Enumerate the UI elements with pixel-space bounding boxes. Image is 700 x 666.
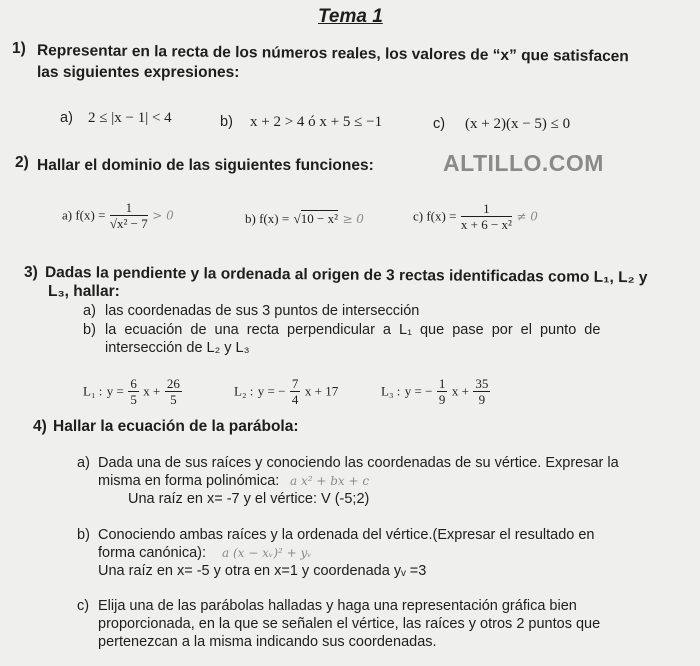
q2b-handwritten-note: ≥ 0: [342, 212, 364, 226]
l3-slope-num: 1: [438, 376, 446, 391]
q3-text-line2: L₃, hallar:: [48, 283, 120, 300]
q1-number: 1): [12, 40, 26, 57]
line-L2-equation: [234, 376, 338, 407]
q4b-line2: forma canónica):: [98, 545, 206, 561]
q4c-label: c): [77, 598, 90, 614]
q2a-fraction: [110, 200, 148, 231]
q1a-expression: 2 ≤ |x − 1| < 4: [88, 110, 172, 126]
l1-intercept-den: 5: [170, 392, 177, 407]
l3-intercept-fraction: [473, 376, 490, 407]
q2c-numerator: 1: [461, 201, 512, 217]
q2c-denominator: x + 6 − x²: [460, 217, 512, 232]
sqrt-symbol: √: [293, 211, 301, 226]
l2-slope-num: 7: [291, 376, 299, 391]
q2c-prefix: c) f(x) =: [413, 208, 457, 224]
q1a-label: a): [60, 110, 73, 126]
l1-label: L₁ :: [83, 383, 103, 399]
l1-mid: x +: [143, 383, 161, 399]
q3b-label: b): [83, 322, 96, 338]
sqrt-symbol: √: [109, 216, 118, 231]
q4b-label: b): [77, 527, 90, 543]
l3-slope-fraction: [437, 376, 448, 407]
q4a-line1: Dada una de sus raíces y conociendo las coordenadas de su vértice. Expresar la: [98, 455, 619, 471]
q2c-function: [413, 201, 538, 232]
l1-slope-num: 6: [130, 376, 137, 391]
q1b-label: b): [220, 114, 233, 130]
line-L1-equation: [83, 376, 182, 407]
q3-text-line1: Dadas la pendiente y la ordenada al origen de 3 rectas identificadas como L₁, L₂ y: [44, 264, 648, 287]
q3b-line2: intersección de L₂ y L₃: [105, 340, 250, 356]
q4a-label: a): [77, 455, 90, 471]
l2-mid: x + 17: [304, 383, 339, 399]
q2b-function: [245, 210, 364, 228]
q4b-handwritten-note: a (x − xᵥ)² + yᵥ: [222, 546, 312, 560]
q4-number: 4): [33, 418, 47, 435]
q1b-expression: x + 2 > 4 ó x + 5 ≤ −1: [250, 114, 383, 130]
q1-text-line2: las siguientes expresiones:: [37, 64, 240, 81]
q2a-function: [62, 200, 174, 231]
q1c-expression: (x + 2)(x − 5) ≤ 0: [465, 116, 571, 132]
q1-text-line1: Representar en la recta de los números reales, los valores de “x” que satisfacen: [36, 42, 629, 66]
q4b-line1: Conociendo ambas raíces y la ordenada del vértice.(Expresar el resultado en: [98, 527, 595, 543]
line-L3-equation: [381, 376, 490, 407]
q4c-line2: proporcionada, en la que se señalen el vértice, las raíces y otros 2 puntos que: [98, 616, 601, 632]
q4c-line1: Elija una de las parábolas halladas y haga una representación gráfica bien: [98, 598, 577, 614]
l1-slope-den: 5: [130, 392, 137, 407]
q2a-denominator: [110, 216, 148, 231]
l3-intercept-den: 9: [478, 392, 486, 407]
q2b-prefix: b) f(x) =: [245, 211, 290, 226]
q2b-radicand: 10 − x²: [300, 211, 338, 226]
q4b-line3: Una raíz en x= -5 y otra en x=1 y coordenada yᵥ =3: [98, 563, 427, 579]
l2-prefix: y = −: [257, 383, 286, 399]
watermark: ALTILLO.COM: [443, 150, 604, 176]
l1-intercept-fraction: [165, 376, 182, 407]
q4a-handwritten-note: a x² + bx + c: [290, 474, 370, 488]
l2-slope-den: 4: [291, 392, 299, 407]
q3b-line1: la ecuación de una recta perpendicular a L₁ que pase por el punto de: [105, 322, 601, 338]
q1c-label: c): [433, 116, 446, 132]
l3-intercept-num: 35: [475, 376, 489, 391]
l1-intercept-num: 26: [166, 376, 180, 391]
l3-mid: x +: [451, 383, 469, 399]
q4a-line3: Una raíz en x= -7 y el vértice: V (-5;2): [128, 491, 370, 507]
l3-prefix: y = −: [404, 383, 433, 399]
q4c-line3: pertenezcan a la misma indicando sus coordenadas.: [98, 634, 437, 650]
q2a-handwritten-note: > 0: [152, 208, 174, 223]
l2-label: L₂ :: [234, 383, 254, 399]
q2a-prefix: a) f(x) =: [62, 207, 106, 223]
q4-text: Hallar la ecuación de la parábola:: [53, 418, 299, 435]
q4a-line2: misma en forma polinómica:: [98, 473, 280, 489]
page-title: Tema 1: [318, 6, 383, 27]
l1-slope-fraction: [128, 376, 139, 407]
q3a-label: a): [83, 303, 96, 319]
q3a-text: las coordenadas de sus 3 puntos de intersección: [105, 303, 420, 319]
q3-number: 3): [24, 264, 38, 281]
l2-slope-fraction: [290, 376, 301, 407]
q2-number: 2): [15, 154, 29, 171]
q2-text: Hallar el dominio de las siguientes funciones:: [37, 157, 374, 174]
q2c-fraction: [461, 201, 512, 232]
l3-slope-den: 9: [438, 392, 446, 407]
l1-prefix: y =: [106, 383, 124, 399]
q2a-radicand: x² − 7: [117, 216, 148, 231]
q2c-handwritten-note: ≠ 0: [516, 209, 538, 224]
q2a-numerator: 1: [110, 200, 148, 216]
l3-label: L₃ :: [381, 383, 401, 399]
